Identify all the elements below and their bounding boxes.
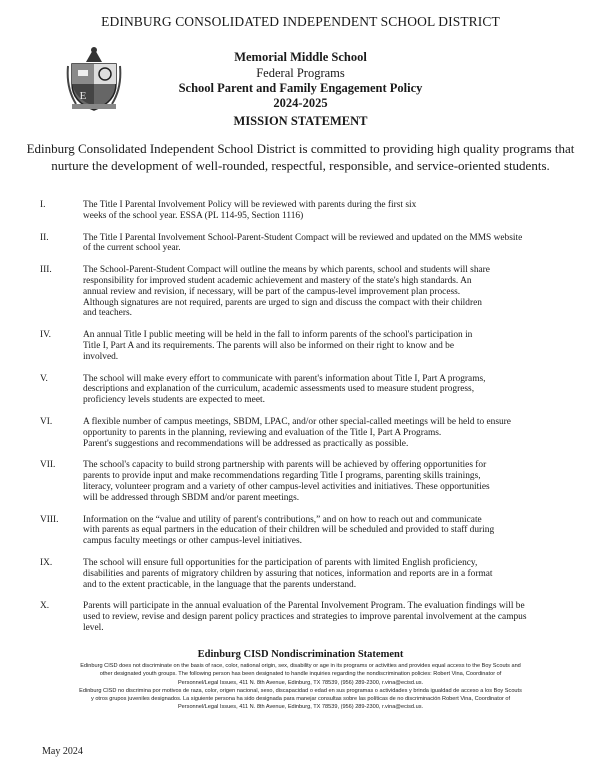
item-line: Parent's suggestions and recommendations will be addressed as practically as possible. (83, 438, 409, 449)
policy-item (40, 200, 595, 222)
nondiscrimination-statement (0, 662, 601, 712)
item-line: of the current school year. (83, 243, 181, 254)
district-name: EDINBURG CONSOLIDATED INDEPENDENT SCHOOL DISTRICT (101, 14, 500, 29)
nondiscrimination-line: Personnel/Legal Issues, 411 N. 8th Avenue, Edinburg, TX 78539, (956) 289-2300, r.vina@ecisd.us. (177, 704, 424, 711)
item-line: parents to provide input and make recommendations regarding Title I programs, parenting skills trainings, (83, 471, 481, 482)
item-line: Although signatures are not required, parents are urged to sign and discuss the compact with their children (83, 297, 482, 308)
nondiscrimination-line: other designated youth groups. The following person has been designated to handle inquiries regarding the nondiscrimination policies: Robert Vina, Coordinator of (99, 671, 502, 678)
item-line: The Title I Parental Involvement Policy will be reviewed with parents during the first six (83, 200, 417, 210)
item-line: proficiency levels students are expected to meet. (83, 395, 265, 406)
item-line: used to review, revise and design parent policy practices and strategies to improve parental involvement at the campus (83, 612, 527, 623)
item-line: weeks of the school year. ESSA (PL 114-95, Section 1116) (83, 210, 304, 221)
nondiscrimination-line: y otros grupos juveniles designados. La siguiente persona ha sido designada para manejar consultas sobre las políticas de no discriminación Robert Vina, Coordinator of (90, 696, 511, 703)
policy-item (40, 515, 595, 547)
mission-line: nurture the development of well-rounded, respectful, responsible, and service-oriented students. (51, 158, 550, 173)
nondiscrimination-line: Edinburg CISD does not discriminate on the basis of race, color, national origin, sex, disability or age in its programs or activities and provides equal access to the Boy Scouts and (80, 663, 521, 669)
item-line: The school will ensure full opportunities for the participation of parents with limited English proficiency, (83, 557, 478, 568)
policy-title: School Parent and Family Engagement Policy (178, 81, 423, 95)
mission-line: Edinburg Consolidated Independent School District is committed to providing high quality programs that (26, 141, 575, 156)
item-number: VI. (40, 416, 53, 427)
item-line: Parents will participate in the annual evaluation of the Parental Involvement Program. The evaluation findings will be (83, 601, 525, 612)
policy-item (40, 265, 595, 319)
nondiscrimination-line: Personnel/Legal Issues, 411 N. 8th Avenue, Edinburg, TX 78539, (956) 289-2300, r.vina@ecisd.us. (177, 679, 424, 686)
item-line: The School-Parent-Student Compact will outline the means by which parents, school and students will share (83, 265, 490, 276)
item-line: annual review and revision, if necessary, will be part of the campus-level improvement plan process. (83, 286, 461, 297)
item-text (83, 558, 595, 590)
item-number: II. (40, 232, 49, 243)
item-line: campus faculty meetings or other campus-level initiatives. (83, 536, 302, 547)
policy-item (40, 460, 595, 503)
item-line: disabilities and parents of migratory children by assuring that notices, information and reports are in a format (83, 568, 493, 579)
school-name: Memorial Middle School (234, 50, 367, 64)
item-number: III. (40, 265, 52, 276)
item-text (83, 265, 595, 319)
school-year: 2024-2025 (273, 96, 328, 110)
item-line: An annual Title I public meeting will be held in the fall to inform parents of the school's participation in (83, 330, 473, 341)
item-text (83, 515, 595, 547)
nondiscrimination-line: Edinburg CISD no discrimina por motivos de raza, color, origen nacional, sexo, discapacidad o edad en sus programas o actividades y brinda igualdad de acceso a los Boy Scouts (79, 687, 522, 694)
item-line: descriptions and explanation of the curriculum, academic assessments used to measure student progress, (83, 384, 475, 395)
item-line: opportunity to parents in the planning, reviewing and evaluation of the Title I, Part A Programs. (83, 427, 442, 438)
item-line: literacy, volunteer program and a variety of other campus-level activities and initiatives. These opportunities (83, 481, 490, 492)
policy-item (40, 233, 595, 255)
policy-item (40, 417, 595, 449)
policy-item (40, 374, 595, 406)
policy-list (40, 200, 595, 634)
department-name: Federal Programs (256, 66, 345, 80)
item-text (83, 233, 595, 255)
policy-item (40, 330, 595, 362)
item-line: level. (83, 622, 104, 633)
item-line: Title I, Part A and its requirements. The parents will also be informed on their right to know and be (83, 340, 455, 351)
item-line: responsibility for improved student academic achievement and mastery of the state's high standards. An (83, 275, 472, 286)
nondiscrimination-title: Edinburg CISD Nondiscrimination Statement (197, 649, 404, 660)
item-text (83, 200, 595, 222)
item-number: VII. (40, 460, 56, 471)
item-number: IX. (40, 557, 53, 568)
item-text (83, 374, 595, 406)
item-line: The school's capacity to build strong partnership with parents will be achieved by offering opportunities for (83, 460, 487, 471)
document-date: May 2024 (42, 746, 83, 757)
policy-item (40, 601, 595, 633)
policy-item (40, 558, 595, 590)
mission-statement (0, 140, 601, 174)
item-number: X. (40, 601, 50, 612)
item-text (83, 330, 595, 362)
item-line: Information on the “value and utility of parent's contributions,” and on how to reach out and communicate (83, 514, 482, 525)
item-line: with parents as equal partners in the education of their children will be scheduled and provided to staff during (83, 525, 495, 536)
item-line: The Title I Parental Involvement School-Parent-Student Compact will be reviewed and updated on the MMS website (83, 232, 523, 243)
item-number: V. (40, 373, 48, 384)
item-line: and to the extent practicable, in the language that the parents understand. (83, 579, 357, 590)
item-text (83, 460, 595, 503)
item-text (83, 601, 595, 633)
crest-letter: E (79, 90, 87, 102)
item-line: involved. (83, 351, 119, 362)
item-line: will be addressed through SBDM and/or parent meetings. (83, 492, 300, 503)
item-number: I. (40, 200, 46, 210)
item-text (83, 417, 595, 449)
item-number: VIII. (40, 514, 59, 525)
item-line: A flexible number of campus meetings, SBDM, LPAC, and/or other special-called meetings will be held to ensure (83, 416, 511, 427)
item-number: IV. (40, 330, 52, 341)
mission-title: MISSION STATEMENT (233, 114, 368, 128)
item-line: and teachers. (83, 308, 132, 319)
item-line: The school will make every effort to communicate with parent's information about Title I, Part A programs, (83, 373, 486, 384)
